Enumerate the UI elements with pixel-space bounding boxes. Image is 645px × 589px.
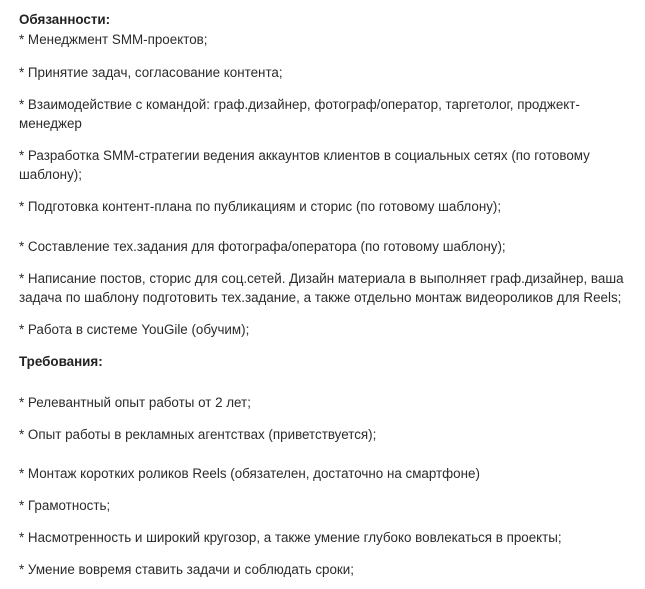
requirement-item-outlook: * Насмотренность и широкий кругозор, а также умение глубоко вовлекаться в проекты; bbox=[19, 530, 562, 545]
requirement-item-literacy: * Грамотность; bbox=[19, 498, 111, 513]
duty-item-team-interaction: * Взаимодействие с командой: граф.дизайнер, фотограф/оператор, таргетолог, проджект- bbox=[19, 97, 580, 112]
duty-item-posts: * Написание постов, сторис для соц.сетей. Дизайн материала в выполняет граф.дизайнер, ваша bbox=[19, 271, 624, 286]
duty-item-smm-management: * Менеджмент SMM-проектов; bbox=[19, 32, 208, 47]
duty-item-yougile: * Работа в системе YouGile (обучим); bbox=[19, 322, 250, 337]
requirement-item-agency: * Опыт работы в рекламных агентствах (приветствуется); bbox=[19, 427, 377, 442]
duty-item-strategy: * Разработка SMM-стратегии ведения аккаунтов клиентов в социальных сетях (по готовому bbox=[19, 148, 590, 163]
requirement-item-deadlines: * Умение вовремя ставить задачи и соблюдать сроки; bbox=[19, 562, 354, 577]
duties-heading: Обязанности: bbox=[19, 12, 111, 27]
duty-item-team-interaction-cont: менеджер bbox=[19, 116, 82, 131]
requirement-item-experience: * Релевантный опыт работы от 2 лет; bbox=[19, 395, 251, 410]
duty-item-posts-cont: задача по шаблону подготовить тех.задание, а также отдельно монтаж видеороликов для Reels; bbox=[19, 290, 622, 305]
requirement-item-reels: * Монтаж коротких роликов Reels (обязателен, достаточно на смартфоне) bbox=[19, 466, 480, 481]
requirements-heading: Требования: bbox=[19, 354, 103, 369]
duty-item-content-plan: * Подготовка контент-плана по публикациям и сторис (по готовому шаблону); bbox=[19, 199, 502, 214]
duty-item-strategy-cont: шаблону); bbox=[19, 167, 82, 182]
duty-item-tech-spec: * Составление тех.задания для фотографа/оператора (по готовому шаблону); bbox=[19, 239, 506, 254]
duty-item-task-acceptance: * Принятие задач, согласование контента; bbox=[19, 65, 283, 80]
